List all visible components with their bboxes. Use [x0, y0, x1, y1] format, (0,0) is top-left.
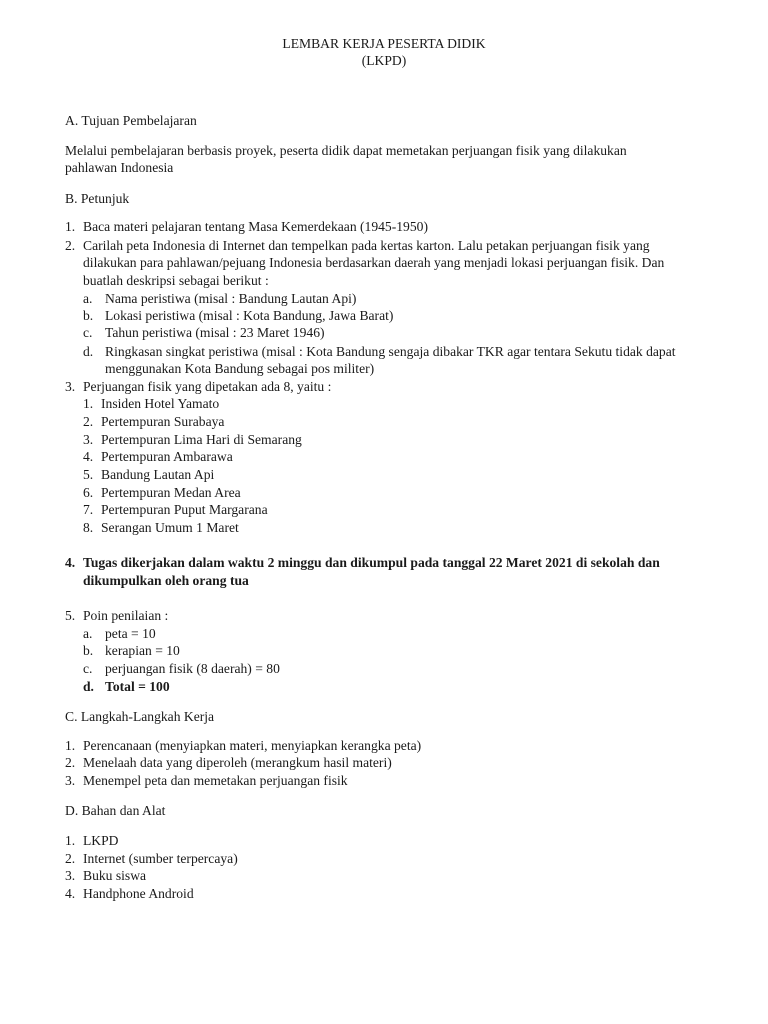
struggle-item: Pertempuran Surabaya: [101, 414, 225, 429]
instruction-item-2-line3: buatlah deskripsi sebagai berikut :: [83, 273, 269, 288]
sub-letter: c.: [83, 661, 93, 676]
sub-item: Nama peristiwa (misal : Bandung Lautan Api): [105, 291, 357, 306]
step-item: Perencanaan (menyiapkan materi, menyiapkan kerangka peta): [83, 738, 422, 753]
score-total: Total = 100: [105, 679, 170, 694]
material-item: Buku siswa: [83, 868, 147, 883]
list-number: 2.: [65, 755, 76, 770]
deadline-line1: Tugas dikerjakan dalam waktu 2 minggu dan dikumpul pada tanggal 22 Maret 2021 di sekolah dan: [83, 555, 660, 570]
score-item: kerapian = 10: [105, 643, 180, 658]
list-number: 1.: [83, 396, 94, 411]
section-a-body-line2: pahlawan Indonesia: [65, 160, 174, 175]
instruction-item-1: Baca materi pelajaran tentang Masa Kemerdekaan (1945-1950): [83, 219, 428, 234]
section-c-heading: C. Langkah-Langkah Kerja: [65, 709, 215, 724]
document-title: LEMBAR KERJA PESERTA DIDIK: [282, 36, 486, 51]
list-number: 8.: [83, 520, 94, 535]
list-number: 4.: [65, 886, 76, 901]
sub-item: Tahun peristiwa (misal : 23 Maret 1946): [105, 325, 325, 340]
list-number: 5.: [83, 467, 94, 482]
sub-letter: a.: [83, 626, 93, 641]
list-number: 1.: [65, 833, 76, 848]
struggle-item: Pertempuran Puput Margarana: [101, 502, 268, 517]
sub-letter: a.: [83, 291, 93, 306]
material-item: Internet (sumber terpercaya): [83, 851, 238, 866]
struggle-item: Pertempuran Lima Hari di Semarang: [101, 432, 302, 447]
sub-letter: d.: [83, 344, 94, 359]
scoring-heading: Poin penilaian :: [83, 608, 169, 623]
instruction-item-2-line1: Carilah peta Indonesia di Internet dan tempelkan pada kertas karton. Lalu petakan perjuangan fisik yang: [83, 238, 650, 253]
list-number: 1.: [65, 219, 76, 234]
list-number: 3.: [83, 432, 94, 447]
struggle-item: Insiden Hotel Yamato: [101, 396, 220, 411]
struggle-item: Pertempuran Medan Area: [101, 485, 241, 500]
material-item: LKPD: [83, 833, 119, 848]
section-a-body-line1: Melalui pembelajaran berbasis proyek, peserta didik dapat memetakan perjuangan fisik yang dilakukan: [65, 143, 627, 158]
list-number: 3.: [65, 868, 76, 883]
list-number: 4.: [65, 555, 76, 570]
list-number: 2.: [65, 238, 76, 253]
step-item: Menelaah data yang diperoleh (merangkum hasil materi): [83, 755, 392, 770]
instruction-item-2-line2: dilakukan para pahlawan/pejuang Indonesia berdasarkan daerah yang menjadi lokasi perjuangan fisik. Dan: [83, 255, 665, 270]
list-number: 5.: [65, 608, 76, 623]
list-number: 2.: [83, 414, 94, 429]
sub-letter: b.: [83, 643, 94, 658]
struggle-item: Serangan Umum 1 Maret: [101, 520, 239, 535]
list-number: 7.: [83, 502, 94, 517]
list-number: 6.: [83, 485, 94, 500]
list-number: 3.: [65, 379, 76, 394]
score-item: peta = 10: [105, 626, 156, 641]
sub-letter: d.: [83, 679, 94, 694]
section-b-heading: B. Petunjuk: [65, 191, 130, 206]
list-number: 2.: [65, 851, 76, 866]
struggle-item: Bandung Lautan Api: [101, 467, 215, 482]
instruction-item-3: Perjuangan fisik yang dipetakan ada 8, yaitu :: [83, 379, 332, 394]
material-item: Handphone Android: [83, 886, 194, 901]
section-a-heading: A. Tujuan Pembelajaran: [65, 113, 197, 128]
section-d-heading: D. Bahan dan Alat: [65, 803, 166, 818]
sub-item: Ringkasan singkat peristiwa (misal : Kota Bandung sengaja dibakar TKR agar tentara Sekutu tidak dapat: [105, 344, 676, 359]
sub-letter: b.: [83, 308, 94, 323]
deadline-line2: dikumpulkan oleh orang tua: [83, 573, 249, 588]
struggle-item: Pertempuran Ambarawa: [101, 449, 233, 464]
sub-letter: c.: [83, 325, 93, 340]
document-subtitle: (LKPD): [361, 53, 407, 68]
list-number: 3.: [65, 773, 76, 788]
step-item: Menempel peta dan memetakan perjuangan fisik: [83, 773, 348, 788]
list-number: 4.: [83, 449, 94, 464]
sub-item: Lokasi peristiwa (misal : Kota Bandung, Jawa Barat): [105, 308, 394, 323]
sub-item-continuation: menggunakan Kota Bandung sebagai pos militer): [105, 361, 375, 376]
score-item: perjuangan fisik (8 daerah) = 80: [105, 661, 280, 676]
list-number: 1.: [65, 738, 76, 753]
